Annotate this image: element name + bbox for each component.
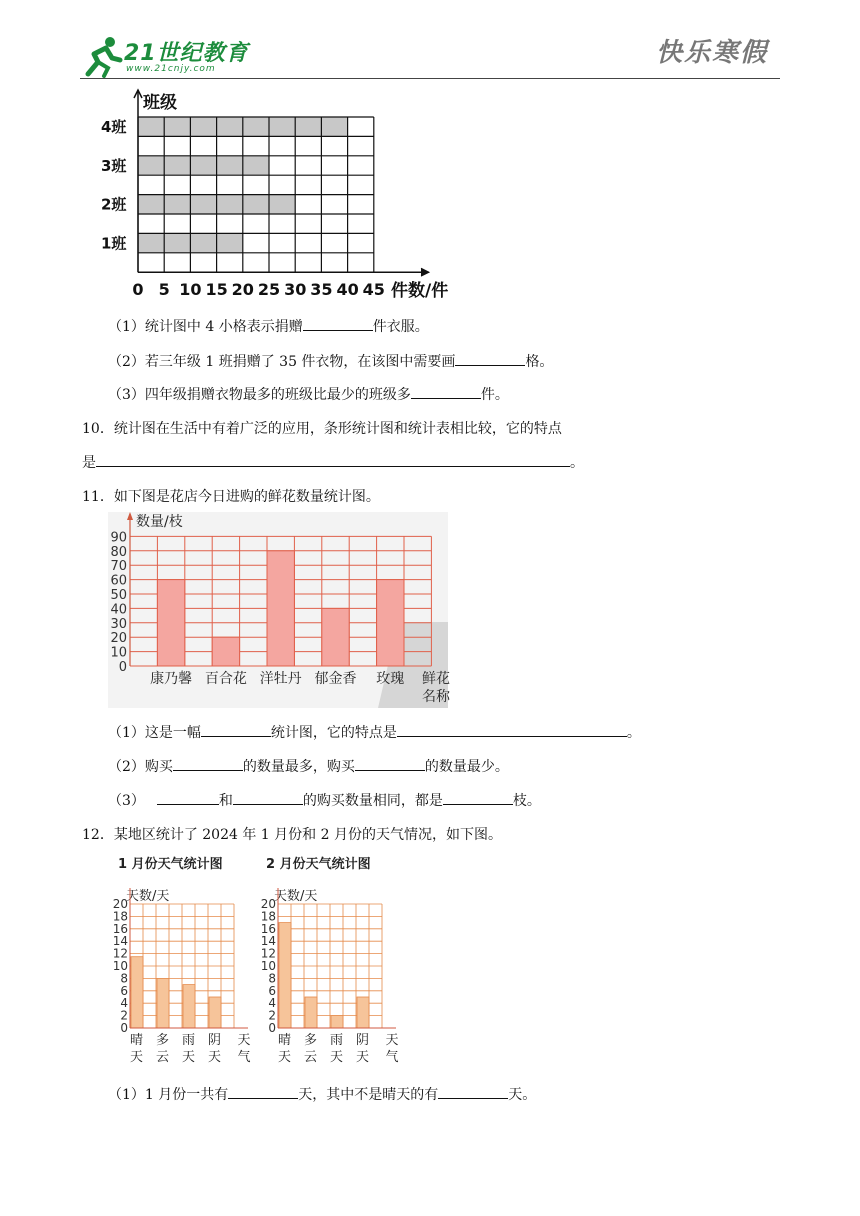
category-label: 2班 — [101, 195, 127, 214]
q11-part3 — [108, 790, 541, 810]
answer-blank[interactable] — [173, 756, 243, 771]
category-label: 1班 — [101, 234, 127, 253]
runner-icon — [80, 34, 124, 78]
answer-blank[interactable] — [96, 452, 570, 467]
category-label: 洋牡丹 — [259, 671, 302, 687]
category-label-line1: 雨 — [329, 1033, 344, 1048]
tick-label: 5 — [158, 280, 170, 300]
q9-part1-end: 件衣服。 — [372, 319, 429, 335]
tick-label: 20 — [112, 897, 128, 911]
category-label: 郁金香 — [314, 671, 357, 687]
q11-part2-c: 的数量最少。 — [424, 759, 509, 775]
tick-label: 40 — [110, 602, 127, 618]
bar — [209, 997, 221, 1028]
tick-label: 12 — [260, 946, 276, 961]
q11-part3-d: 枝。 — [512, 793, 541, 809]
q11-part1 — [108, 722, 641, 742]
q12-part1 — [108, 1084, 536, 1104]
tick-label: 2 — [120, 1008, 128, 1023]
chart-title: 1 月份天气统计图 — [118, 857, 223, 872]
tick-label: 10 — [179, 280, 202, 300]
tick-label: 4 — [268, 996, 276, 1011]
tick-label: 20 — [231, 280, 254, 300]
bar — [138, 156, 269, 175]
bar — [212, 637, 239, 666]
bar — [279, 923, 291, 1028]
answer-blank[interactable] — [157, 790, 219, 805]
q9-part3-end: 件。 — [480, 387, 509, 403]
tick-label: 14 — [112, 934, 128, 949]
category-label-line2: 天 — [355, 1050, 370, 1065]
tick-label: 70 — [110, 559, 127, 575]
tick-label: 15 — [205, 280, 228, 300]
answer-blank[interactable] — [438, 1084, 508, 1099]
bar — [267, 551, 294, 666]
answer-blank[interactable] — [228, 1084, 298, 1099]
tick-label: 16 — [260, 921, 276, 936]
q9-part2 — [108, 351, 553, 371]
x-axis-arrow — [421, 268, 429, 276]
tick-label: 0 — [118, 660, 127, 675]
x-axis-title-line1: 天 — [385, 1033, 399, 1048]
header-divider — [80, 78, 780, 79]
x-axis-title-line1: 天 — [237, 1033, 251, 1048]
y-axis-title: 班级 — [143, 93, 177, 113]
y-axis-title: 数量/枝 — [136, 514, 183, 530]
q9-part2-end: 格。 — [525, 354, 554, 370]
category-label: 百合花 — [204, 671, 247, 687]
category-label-line1: 晴 — [129, 1033, 144, 1048]
category-label-line2: 天 — [329, 1050, 344, 1065]
q9-part1 — [108, 316, 429, 336]
class-donation-chart — [95, 88, 465, 303]
tick-label: 20 — [260, 897, 276, 911]
category-label-line2: 天 — [207, 1050, 222, 1065]
tick-label: 18 — [112, 909, 128, 924]
x-axis-title-line2: 名称 — [422, 689, 450, 705]
category-label: 玫瑰 — [376, 671, 405, 687]
answer-blank[interactable] — [355, 756, 425, 771]
tick-label: 2 — [268, 1008, 276, 1023]
bar — [157, 978, 169, 1028]
bar — [183, 985, 195, 1028]
tick-label: 8 — [268, 971, 276, 986]
tick-label: 30 — [110, 616, 127, 632]
tick-label: 0 — [132, 280, 144, 300]
q12-part1-b: 天，其中不是晴天的有 — [298, 1087, 439, 1103]
tick-label: 18 — [260, 909, 276, 924]
tick-label: 30 — [284, 280, 307, 300]
q9-part3 — [108, 384, 509, 404]
q9-part1-text: （1）统计图中 4 小格表示捐赠 — [108, 319, 303, 335]
tick-label: 80 — [110, 544, 127, 560]
logo-21cnjy — [80, 30, 260, 78]
answer-blank[interactable] — [455, 351, 525, 366]
q11-part1-c: 。 — [626, 725, 641, 741]
q10-line2 — [82, 452, 584, 472]
q11-part2-b: 的数量最多，购买 — [242, 759, 355, 775]
tick-label: 14 — [260, 934, 276, 949]
q9-part2-text: （2）若三年级 1 班捐赠了 35 件衣物，在该图中需要画 — [108, 354, 456, 370]
tick-label: 40 — [336, 280, 359, 300]
tick-label: 0 — [120, 1021, 128, 1035]
answer-blank[interactable] — [397, 722, 627, 737]
flower-chart — [108, 512, 458, 710]
q12-part1-a: （1）1 月份一共有 — [108, 1087, 229, 1103]
q10-line1: 10．统计图在生活中有着广泛的应用，条形统计图和统计表相比较，它的特点 — [82, 421, 562, 437]
category-label-line1: 多 — [155, 1033, 170, 1048]
category-label-line2: 云 — [155, 1050, 170, 1065]
category-label: 4班 — [101, 118, 127, 136]
q11-part2 — [108, 756, 509, 776]
bar — [305, 997, 317, 1028]
category-label: 3班 — [101, 156, 127, 175]
tick-label: 12 — [112, 946, 128, 961]
brand-name: 21世纪教育 — [124, 41, 249, 66]
q10-line2-start: 是 — [82, 455, 96, 471]
bar — [322, 608, 349, 666]
q11-part3-b: 和 — [218, 793, 233, 809]
tick-label: 10 — [112, 959, 128, 973]
answer-blank[interactable] — [201, 722, 271, 737]
tick-label: 0 — [268, 1021, 276, 1035]
category-label: 康乃馨 — [150, 671, 193, 687]
category-label-line1: 晴 — [277, 1033, 292, 1048]
x-axis-title-line2: 气 — [385, 1050, 399, 1065]
january-weather-chart — [108, 852, 258, 1072]
category-label-line1: 多 — [303, 1033, 318, 1048]
q12-part1-c: 天。 — [508, 1087, 537, 1103]
q11-part1-b: 统计图，它的特点是 — [270, 725, 397, 741]
february-weather-chart — [256, 852, 411, 1072]
tick-label: 20 — [110, 631, 127, 647]
answer-blank[interactable] — [303, 316, 373, 331]
category-label-line1: 雨 — [181, 1033, 196, 1048]
bar — [377, 580, 404, 666]
x-axis-title-line1: 鲜花 — [422, 671, 450, 687]
q10-line2-end: 。 — [570, 455, 584, 471]
tick-label: 90 — [110, 530, 127, 546]
bar — [331, 1016, 343, 1028]
bar — [357, 997, 369, 1028]
answer-blank[interactable] — [233, 790, 303, 805]
chart-title: 2 月份天气统计图 — [266, 857, 371, 872]
tick-label: 6 — [268, 983, 276, 998]
category-label-line2: 天 — [129, 1050, 144, 1065]
bar — [157, 580, 184, 666]
brand-url: www.21cnjy.com — [126, 64, 216, 74]
winter-holiday-logo-text: 快乐寒假 — [656, 38, 769, 68]
tick-label: 16 — [112, 921, 128, 936]
tick-label: 8 — [120, 971, 128, 986]
q11-part1-a: （1）这是一幅 — [108, 725, 201, 741]
tick-label: 35 — [310, 280, 333, 300]
q11-intro: 11．如下图是花店今日进购的鲜花数量统计图。 — [82, 489, 380, 505]
y-axis-title: 天数/天 — [274, 889, 318, 904]
q11-part3-a: （3） — [108, 793, 145, 809]
tick-label: 6 — [120, 983, 128, 998]
tick-label: 60 — [110, 573, 127, 589]
answer-blank[interactable] — [411, 384, 481, 399]
q11-part2-a: （2）购买 — [108, 759, 173, 775]
x-axis-title: 件数/件 — [391, 281, 449, 302]
category-label-line2: 天 — [181, 1050, 196, 1065]
x-axis-title-line2: 气 — [237, 1050, 251, 1065]
tick-label: 45 — [362, 280, 385, 300]
category-label-line1: 阴 — [355, 1033, 370, 1048]
tick-label: 4 — [120, 996, 128, 1011]
logo-winter-holiday — [648, 22, 788, 76]
bar — [131, 957, 143, 1028]
q9-part3-text: （3）四年级捐赠衣物最多的班级比最少的班级多 — [108, 387, 411, 403]
tick-label: 10 — [110, 645, 127, 661]
answer-blank[interactable] — [443, 790, 513, 805]
y-axis-title: 天数/天 — [126, 889, 170, 904]
tick-label: 25 — [257, 280, 281, 300]
tick-label: 50 — [110, 588, 127, 603]
tick-label: 10 — [260, 959, 276, 973]
q11-part3-c: 的购买数量相同，都是 — [302, 793, 443, 809]
category-label-line1: 阴 — [207, 1033, 222, 1048]
category-label-line2: 天 — [277, 1050, 292, 1065]
category-label-line2: 云 — [303, 1050, 318, 1065]
q12-intro: 12．某地区统计了 2024 年 1 月份和 2 月份的天气情况，如下图。 — [82, 827, 502, 843]
